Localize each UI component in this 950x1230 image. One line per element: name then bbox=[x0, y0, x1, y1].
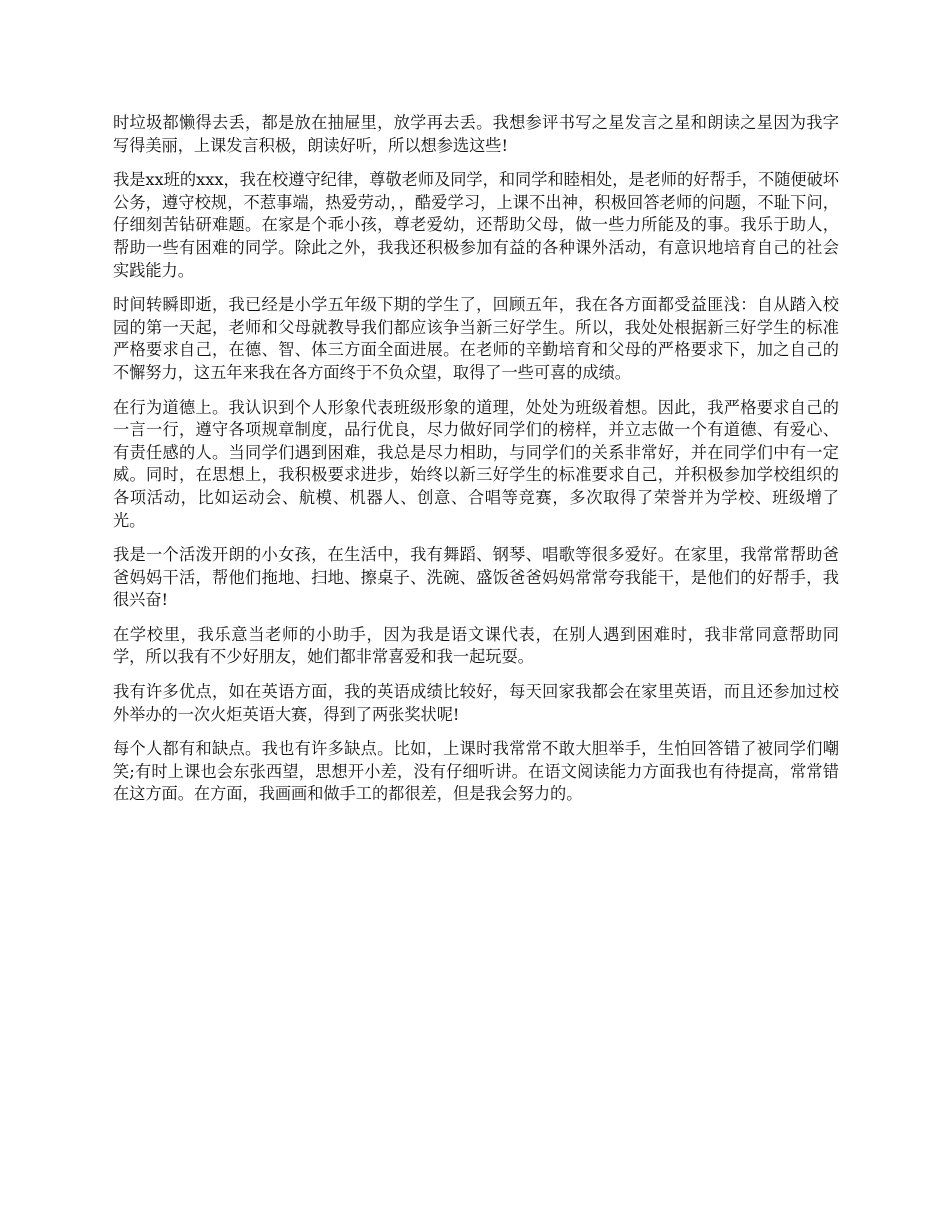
paragraph-4: 在行为道德上。我认识到个人形象代表班级形象的道理，处处为班级着想。因此，我严格要求自己的一言一行，遵守各项规章制度，品行优良，尽力做好同学们的榜样，并立志做一个有道德、有爱心、有责任感的人。当同学们遇到困难，我总是尽力相助，与同学们的关系非常好，并在同学们中有一定威。同时，在思想上，我积极要求进步，始终以新三好学生的标准要求自己，并积极参加学校组织的各项活动，比如运动会、航模、机器人、创意、合唱等竞赛，多次取得了荣誉并为学校、班级增了光。 bbox=[113, 397, 839, 530]
paragraph-7: 我有许多优点，如在英语方面，我的英语成绩比较好，每天回家我都会在家里英语，而且还参加过校外举办的一次火炬英语大赛，得到了两张奖状呢! bbox=[113, 682, 839, 724]
paragraph-3: 时间转瞬即逝，我已经是小学五年级下期的学生了，回顾五年，我在各方面都受益匪浅：自从踏入校园的第一天起，老师和父母就教导我们都应该争当新三好学生。所以，我处处根据新三好学生的标准严格要求自己，在德、智、体三方面全面进展。在老师的辛勤培育和父母的严格要求下，加之自己的不懈努力，这五年来我在各方面终于不负众望，取得了一些可喜的成绩。 bbox=[113, 295, 839, 382]
document-body bbox=[113, 112, 839, 818]
paragraph-2: 我是xx班的xxx，我在校遵守纪律，尊敬老师及同学，和同学和睦相处，是老师的好帮手，不随便破坏公务，遵守校规，不惹事端，热爱劳动，，酷爱学习，上课不出神，积极回答老师的问题，不耻下问，仔细刻苦钻研难题。在家是个乖小孩，尊老爱幼，还帮助父母，做一些力所能及的事。我乐于助人，帮助一些有困难的同学。除此之外，我我还积极参加有益的各种课外活动，有意识地培育自己的社会实践能力。 bbox=[113, 170, 839, 280]
paragraph-1: 时垃圾都懒得去丢，都是放在抽屉里，放学再去丢。我想参评书写之星发言之星和朗读之星因为我字写得美丽，上课发言积极，朗读好听，所以想参选这些! bbox=[113, 113, 839, 155]
paragraph-6: 在学校里，我乐意当老师的小助手，因为我是语文课代表，在别人遇到困难时，我非常同意帮助同学，所以我有不少好朋友，她们都非常喜爱和我一起玩耍。 bbox=[113, 624, 839, 667]
paragraph-5: 我是一个活泼开朗的小女孩，在生活中，我有舞蹈、钢琴、唱歌等很多爱好。在家里，我常常帮助爸爸妈妈干活，帮他们拖地、扫地、擦桌子、洗碗、盛饭爸爸妈妈常常夸我能干，是他们的好帮手，我很兴奋! bbox=[113, 545, 839, 610]
paragraph-8: 每个人都有和缺点。我也有许多缺点。比如，上课时我常常不敢大胆举手，生怕回答错了被同学们嘲笑;有时上课也会东张西望，思想开小差，没有仔细听讲。在语文阅读能力方面我也有待提高，常常错在这方面。在方面，我画画和做手工的都很差，但是我会努力的。 bbox=[113, 739, 839, 804]
